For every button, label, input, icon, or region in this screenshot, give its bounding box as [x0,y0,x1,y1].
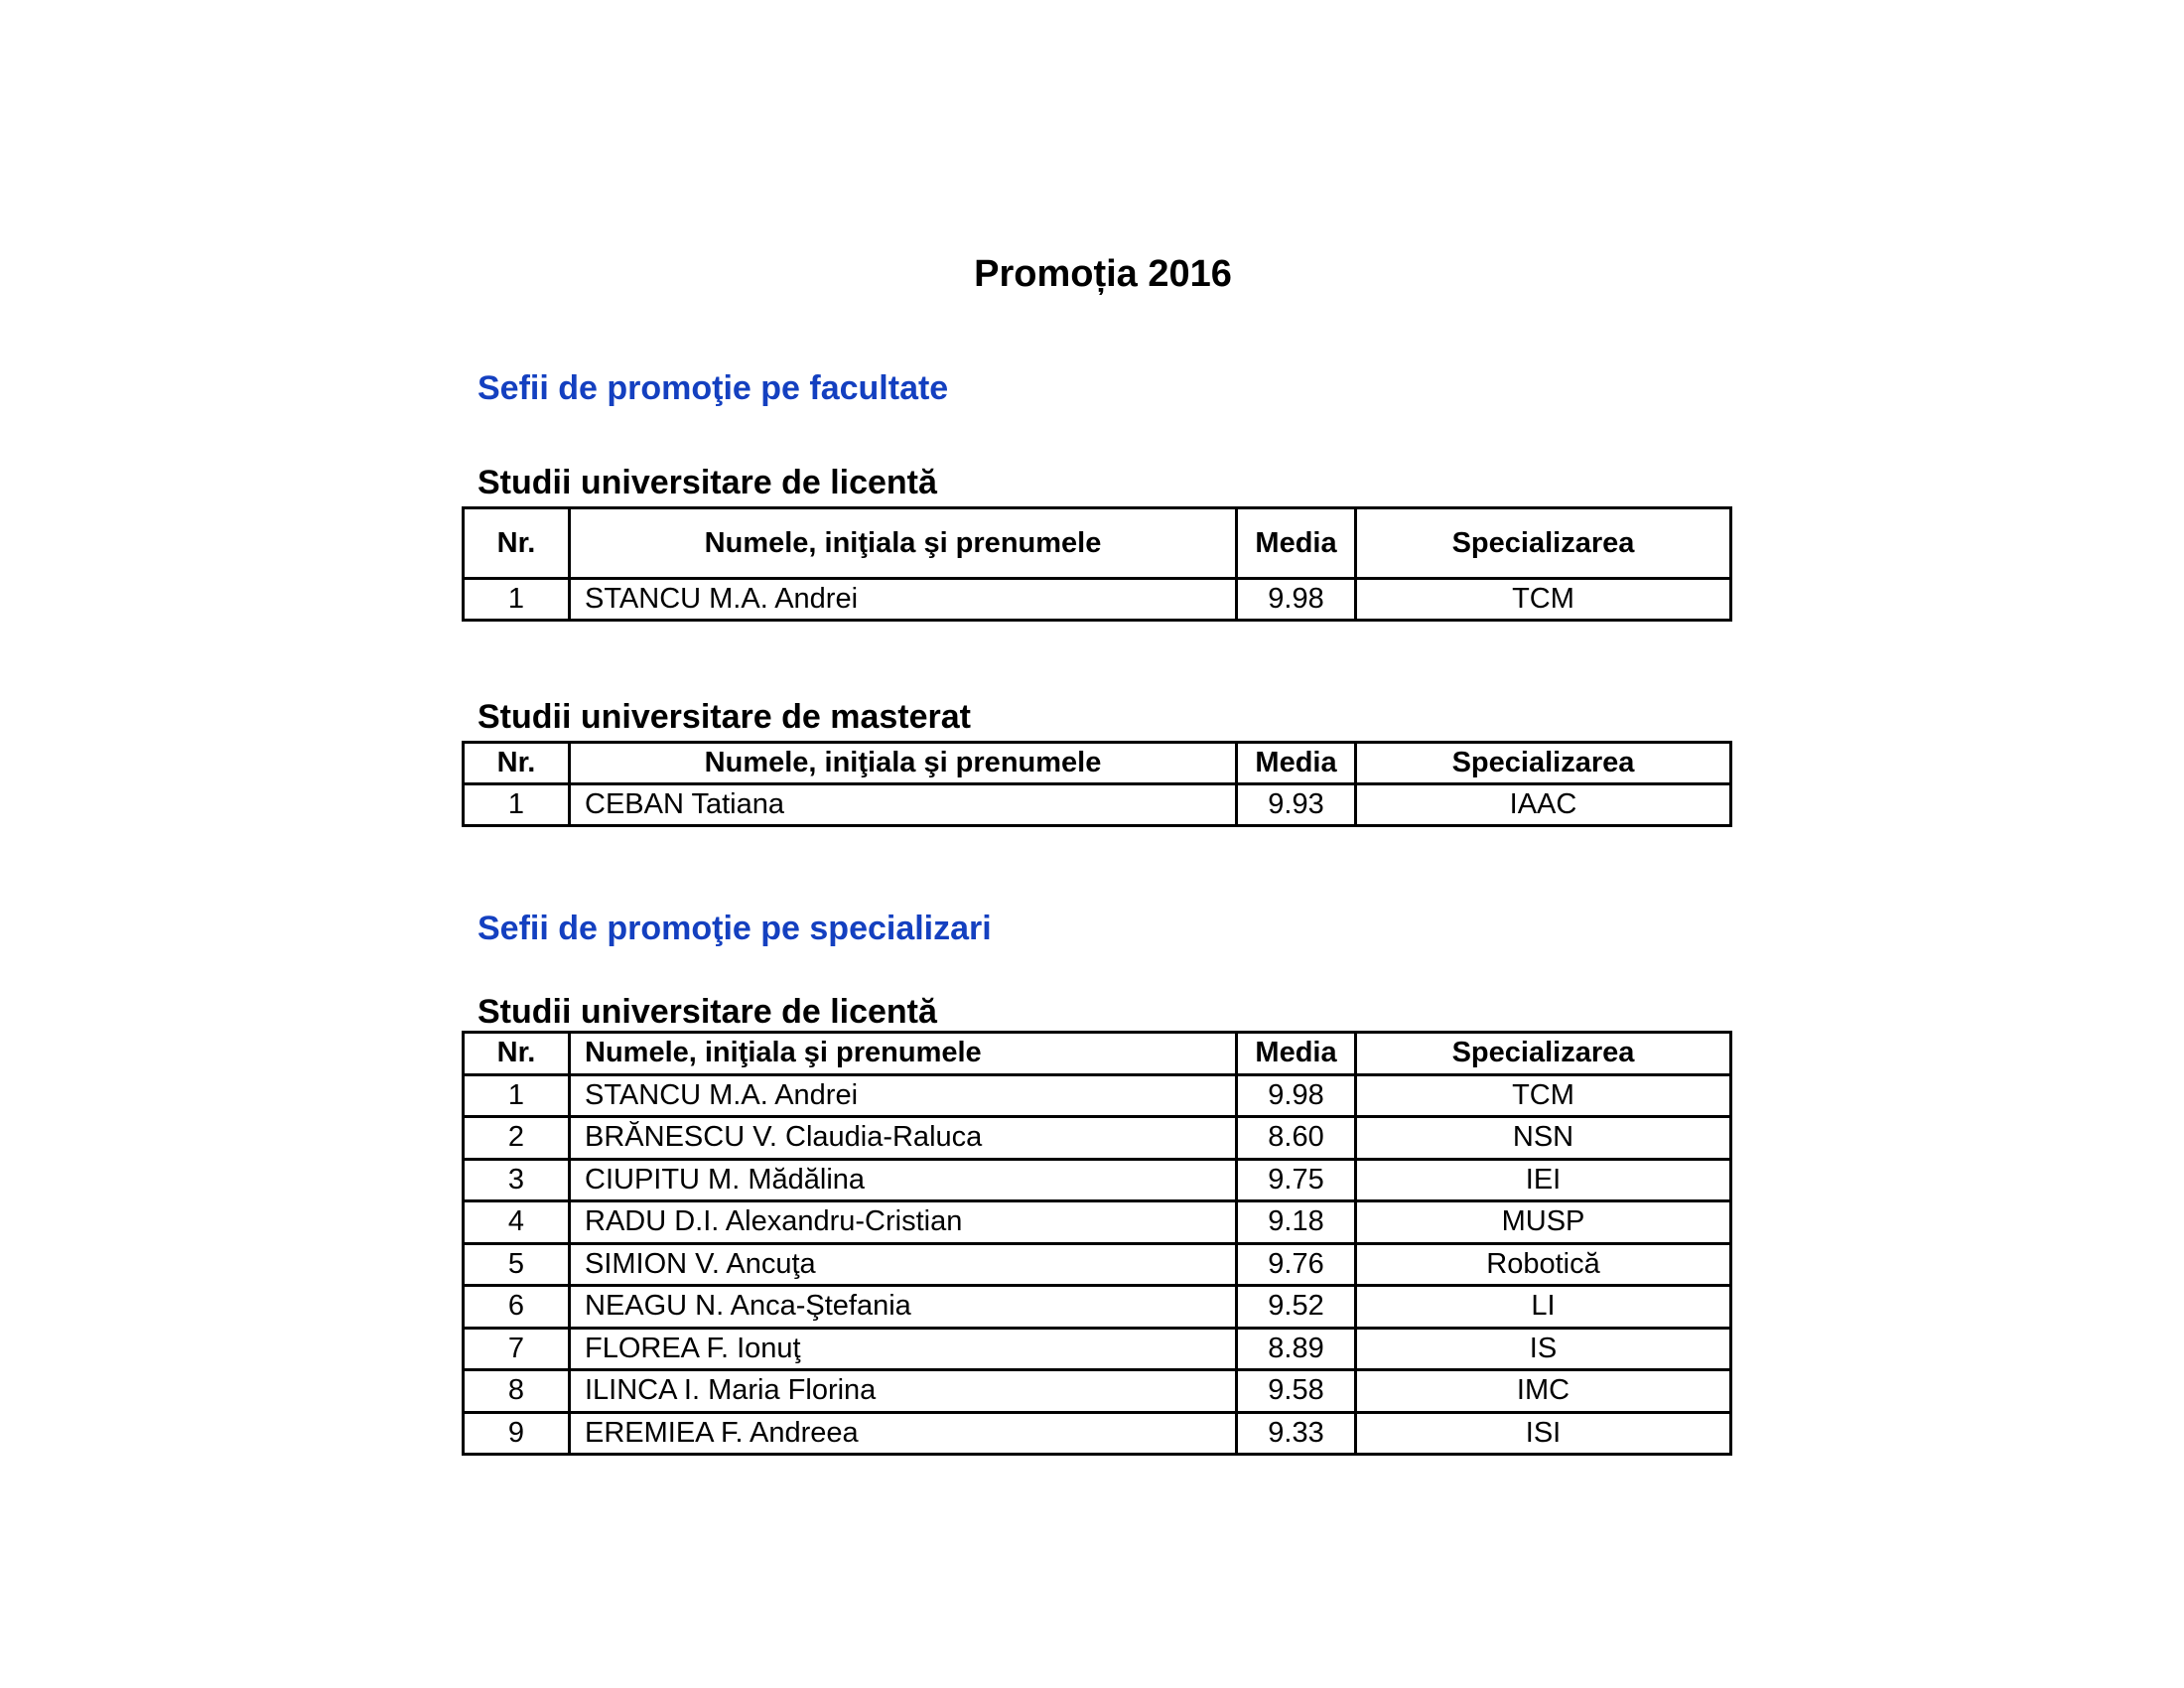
cell-spec: NSN [1356,1117,1731,1160]
cell-media: 9.52 [1237,1286,1356,1329]
cell-media: 8.60 [1237,1117,1356,1160]
table-header-row [464,743,1731,784]
cell-media: 9.98 [1237,1074,1356,1117]
header-name: Numele, iniţiala şi prenumele [570,743,1237,784]
table-row [464,1412,1731,1455]
subheading-masterat: Studii universitare de masterat [478,698,971,736]
header-media: Media [1237,1033,1356,1075]
header-name: Numele, iniţiala şi prenumele [570,1033,1237,1075]
header-nr: Nr. [464,508,570,579]
cell-name: STANCU M.A. Andrei [570,579,1237,621]
cell-name: ILINCA I. Maria Florina [570,1370,1237,1413]
header-media: Media [1237,508,1356,579]
cell-spec: LI [1356,1286,1731,1329]
table-row [464,1243,1731,1286]
table-row [464,1286,1731,1329]
cell-nr: 4 [464,1201,570,1244]
cell-spec: Robotică [1356,1243,1731,1286]
cell-spec: TCM [1356,579,1731,621]
cell-nr: 6 [464,1286,570,1329]
table-specializari-licenta [462,1031,1732,1456]
section-heading-specializari: Sefii de promoţie pe specializari [478,910,992,947]
cell-name: RADU D.I. Alexandru-Cristian [570,1201,1237,1244]
cell-nr: 1 [464,579,570,621]
cell-name: FLOREA F. Ionuţ [570,1328,1237,1370]
cell-media: 9.76 [1237,1243,1356,1286]
cell-nr: 3 [464,1159,570,1201]
cell-media: 9.18 [1237,1201,1356,1244]
cell-name: EREMIEA F. Andreea [570,1412,1237,1455]
cell-spec: IAAC [1356,784,1731,826]
table-header-row [464,508,1731,579]
cell-media: 9.33 [1237,1412,1356,1455]
cell-media: 9.75 [1237,1159,1356,1201]
header-nr: Nr. [464,743,570,784]
cell-spec: ISI [1356,1412,1731,1455]
cell-name: BRĂNESCU V. Claudia-Raluca [570,1117,1237,1160]
page-title: Promoția 2016 [974,253,1232,295]
table-row [464,784,1731,826]
cell-spec: MUSP [1356,1201,1731,1244]
header-media: Media [1237,743,1356,784]
cell-media: 8.89 [1237,1328,1356,1370]
table-row [464,579,1731,621]
subheading-licenta-specializari: Studii universitare de licentă [478,993,937,1031]
section-heading-facultate: Sefii de promoţie pe facultate [478,369,949,407]
table-facultate-licenta [462,506,1732,622]
header-spec: Specializarea [1356,1033,1731,1075]
table-row [464,1117,1731,1160]
cell-spec: IMC [1356,1370,1731,1413]
table-row [464,1159,1731,1201]
cell-nr: 1 [464,784,570,826]
table-row [464,1370,1731,1413]
cell-nr: 8 [464,1370,570,1413]
cell-name: CIUPITU M. Mădălina [570,1159,1237,1201]
cell-media: 9.98 [1237,579,1356,621]
table-header-row [464,1033,1731,1075]
cell-nr: 7 [464,1328,570,1370]
table-row [464,1074,1731,1117]
table-facultate-masterat [462,741,1732,827]
cell-media: 9.58 [1237,1370,1356,1413]
cell-name: SIMION V. Ancuţa [570,1243,1237,1286]
cell-nr: 2 [464,1117,570,1160]
cell-name: NEAGU N. Anca-Ştefania [570,1286,1237,1329]
table-row [464,1328,1731,1370]
header-name: Numele, iniţiala şi prenumele [570,508,1237,579]
cell-name: STANCU M.A. Andrei [570,1074,1237,1117]
header-nr: Nr. [464,1033,570,1075]
cell-nr: 5 [464,1243,570,1286]
cell-spec: IEI [1356,1159,1731,1201]
cell-name: CEBAN Tatiana [570,784,1237,826]
subheading-licenta-facultate: Studii universitare de licentă [478,464,937,501]
cell-spec: IS [1356,1328,1731,1370]
cell-nr: 1 [464,1074,570,1117]
table-row [464,1201,1731,1244]
cell-nr: 9 [464,1412,570,1455]
header-spec: Specializarea [1356,508,1731,579]
cell-media: 9.93 [1237,784,1356,826]
cell-spec: TCM [1356,1074,1731,1117]
header-spec: Specializarea [1356,743,1731,784]
